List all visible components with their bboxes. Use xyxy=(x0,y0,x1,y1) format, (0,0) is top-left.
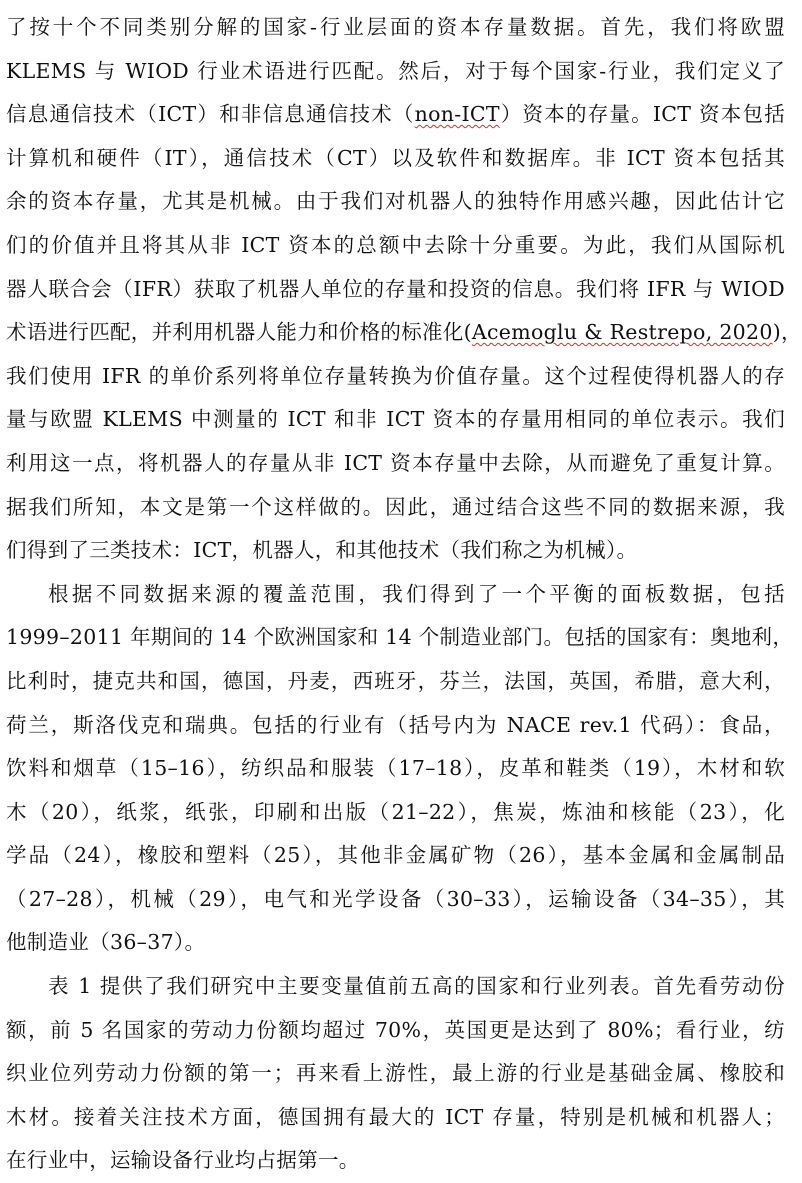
text-line: KLEMS 与 WIOD 行业术语进行匹配。然后，对于每个国家-行业，我们定义了 xyxy=(6,58,785,83)
paragraph-3 xyxy=(6,965,785,1183)
text-line: 量与欧盟 KLEMS 中测量的 ICT 和非 ICT 资本的存量用相同的单位表示。我们 xyxy=(6,407,785,432)
text-segment: )， xyxy=(772,320,802,345)
text-line xyxy=(6,311,802,355)
text-line: 额，前 5 名国家的劳动力份额均超过 70%，英国更是达到了 80%；看行业，纺 xyxy=(6,1017,785,1042)
text-segment: ）资本的存量。ICT 资本包括 xyxy=(499,102,785,127)
text-line: 表 1 提供了我们研究中主要变量值前五高的国家和行业列表。首先看劳动份 xyxy=(48,974,785,999)
text-segment: 术语进行匹配，并利用机器人能力和价格的标准化( xyxy=(6,320,472,345)
citation-marked: Acemoglu & Restrepo, 2020 xyxy=(471,320,773,345)
text-line: 利用这一点，将机器人的存量从非 ICT 资本存量中去除，从而避免了重复计算。 xyxy=(6,450,785,475)
text-line: 饮料和烟草（15–16），纺织品和服装（17–18），皮革和鞋类（19），木材和软 xyxy=(6,756,785,781)
text-line: 器人联合会（IFR）获取了机器人单位的存量和投资的信息。我们将 IFR 与 WIOD xyxy=(6,276,785,301)
text-line: 木（20），纸浆，纸张，印刷和出版（21–22），焦炭，炼油和核能（23），化 xyxy=(6,799,785,824)
text-line: 学品（24），橡胶和塑料（25），其他非金属矿物（26），基本金属和金属制品 xyxy=(6,843,785,868)
text-line: 们得到了三类技术：ICT，机器人，和其他技术（我们称之为机械）。 xyxy=(6,538,638,563)
text-segment: 信息通信技术（ICT）和非信息通信技术（ xyxy=(6,102,415,127)
text-line: 们的价值并且将其从非 ICT 资本的总额中去除十分重要。为此，我们从国际机 xyxy=(6,232,785,257)
text-line: 在行业中，运输设备行业均占据第一。 xyxy=(6,1148,360,1173)
text-line: （27–28），机械（29），电气和光学设备（30–33），运输设备（34–35），其 xyxy=(6,886,785,911)
text-line: 木材。接着关注技术方面，德国拥有最大的 ICT 存量，特别是机械和机器人； xyxy=(6,1104,785,1129)
text-line: 织业位列劳动力份额的第一；再来看上游性，最上游的行业是基础金属、橡胶和 xyxy=(6,1061,785,1086)
text-line xyxy=(6,93,785,137)
text-line: 荷兰，斯洛伐克和瑞典。包括的行业有（括号内为 NACE rev.1 代码）：食品， xyxy=(6,712,785,737)
text-line: 根据不同数据来源的覆盖范围，我们得到了一个平衡的面板数据，包括 xyxy=(48,581,785,606)
paragraph-2 xyxy=(6,573,794,965)
text-line: 余的资本存量，尤其是机械。由于我们对机器人的独特作用感兴趣，因此估计它 xyxy=(6,189,785,214)
text-line: 我们使用 IFR 的单价系列将单位存量转换为价值存量。这个过程使得机器人的存 xyxy=(6,363,785,388)
text-line: 1999–2011 年期间的 14 个欧洲国家和 14 个制造业部门。包括的国家有：奥地利， xyxy=(6,625,794,650)
text-line: 他制造业（36–37）。 xyxy=(6,930,206,955)
spellcheck-marked-term: non-ICT xyxy=(414,102,500,127)
text-line: 据我们所知，本文是第一个这样做的。因此，通过结合这些不同的数据来源，我 xyxy=(6,494,785,519)
text-line: 比利时，捷克共和国，德国，丹麦，西班牙，芬兰，法国，英国，希腊，意大利， xyxy=(6,668,785,693)
text-line: 计算机和硬件（IT），通信技术（CT）以及软件和数据库。非 ICT 资本包括其 xyxy=(6,145,785,170)
text-line: 了按十个不同类别分解的国家-行业层面的资本存量数据。首先，我们将欧盟 xyxy=(6,15,785,39)
paragraph-1 xyxy=(6,6,802,573)
